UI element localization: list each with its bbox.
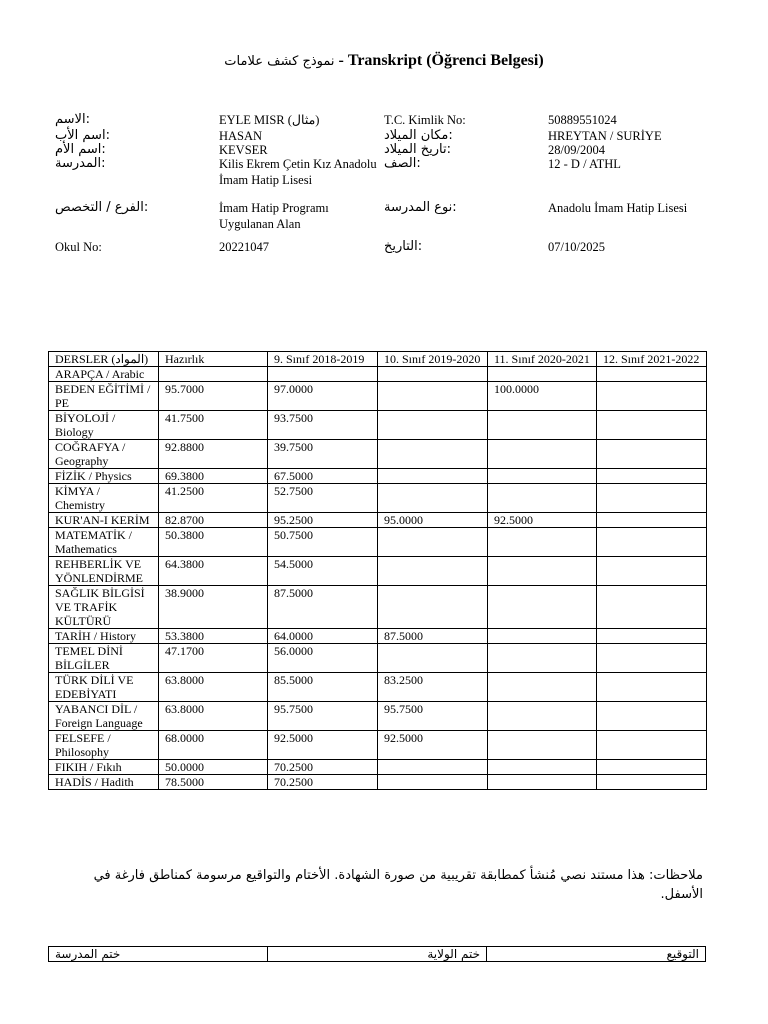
grade-cell bbox=[378, 440, 488, 469]
grade-cell bbox=[378, 411, 488, 440]
grade-cell: 70.2500 bbox=[268, 760, 378, 775]
info-label: T.C. Kimlik No: bbox=[384, 113, 466, 127]
grade-cell bbox=[488, 775, 597, 790]
province-stamp-cell: ختم الولاية bbox=[268, 947, 487, 962]
signature-cell: التوقيع bbox=[487, 947, 706, 962]
grade-cell bbox=[488, 469, 597, 484]
column-header: 11. Sınıf 2020-2021 bbox=[488, 352, 597, 367]
grade-cell: 41.7500 bbox=[159, 411, 268, 440]
grade-cell: 50.7500 bbox=[268, 528, 378, 557]
grade-cell: 87.5000 bbox=[378, 629, 488, 644]
table-row bbox=[49, 629, 707, 644]
table-row bbox=[49, 528, 707, 557]
subject-cell: SAĞLIK BİLGİSİ VE TRAFİK KÜLTÜRÜ bbox=[49, 586, 159, 629]
subject-cell: COĞRAFYA / Geography bbox=[49, 440, 159, 469]
table-row bbox=[49, 760, 707, 775]
subject-cell: MATEMATİK / Mathematics bbox=[49, 528, 159, 557]
info-value: Kilis Ekrem Çetin Kız Anadolu İmam Hatip Lisesi bbox=[219, 157, 377, 187]
grade-cell: 69.3800 bbox=[159, 469, 268, 484]
grade-cell bbox=[597, 586, 707, 629]
grade-cell bbox=[488, 644, 597, 673]
grade-cell bbox=[597, 629, 707, 644]
table-row bbox=[49, 382, 707, 411]
grade-cell bbox=[597, 731, 707, 760]
grade-cell: 50.3800 bbox=[159, 528, 268, 557]
grade-cell: 67.5000 bbox=[268, 469, 378, 484]
grade-cell bbox=[378, 469, 488, 484]
info-label: اسم الأب: bbox=[55, 128, 110, 143]
grade-cell: 64.0000 bbox=[268, 629, 378, 644]
grade-cell bbox=[597, 484, 707, 513]
grade-cell bbox=[597, 557, 707, 586]
subject-cell: FELSEFE / Philosophy bbox=[49, 731, 159, 760]
grade-cell bbox=[597, 760, 707, 775]
grade-cell bbox=[597, 440, 707, 469]
grades-table bbox=[48, 351, 707, 790]
subject-cell: KUR'AN-I KERİM bbox=[49, 513, 159, 528]
grade-cell: 93.7500 bbox=[268, 411, 378, 440]
grade-cell bbox=[597, 367, 707, 382]
table-row bbox=[49, 440, 707, 469]
grades-table-body bbox=[49, 367, 707, 790]
info-label: التاريخ: bbox=[384, 239, 423, 254]
grade-cell: 78.5000 bbox=[159, 775, 268, 790]
info-value: HASAN bbox=[219, 129, 263, 143]
grade-cell bbox=[488, 440, 597, 469]
subject-cell: YABANCI DİL / Foreign Language bbox=[49, 702, 159, 731]
info-label: نوع المدرسة: bbox=[384, 200, 457, 215]
table-row bbox=[49, 586, 707, 629]
grade-cell: 53.3800 bbox=[159, 629, 268, 644]
grade-cell: 41.2500 bbox=[159, 484, 268, 513]
subject-cell: FİZİK / Physics bbox=[49, 469, 159, 484]
grade-cell bbox=[378, 382, 488, 411]
grade-cell bbox=[488, 528, 597, 557]
grade-cell: 47.1700 bbox=[159, 644, 268, 673]
grade-cell: 95.7000 bbox=[159, 382, 268, 411]
subject-cell: KİMYA / Chemistry bbox=[49, 484, 159, 513]
table-row bbox=[49, 484, 707, 513]
grade-cell bbox=[597, 411, 707, 440]
grade-cell bbox=[488, 760, 597, 775]
grade-cell: 64.3800 bbox=[159, 557, 268, 586]
grade-cell: 68.0000 bbox=[159, 731, 268, 760]
document-title bbox=[0, 52, 768, 70]
column-header: DERSLER (المواد) bbox=[49, 352, 159, 367]
table-row bbox=[49, 673, 707, 702]
info-value: 20221047 bbox=[219, 240, 269, 254]
grade-cell bbox=[597, 382, 707, 411]
grade-cell bbox=[488, 411, 597, 440]
info-label: مكان الميلاد: bbox=[384, 128, 453, 143]
subject-cell: FIKIH / Fıkıh bbox=[49, 760, 159, 775]
grade-cell bbox=[488, 586, 597, 629]
subject-cell: TEMEL DİNİ BİLGİLER bbox=[49, 644, 159, 673]
grade-cell bbox=[597, 528, 707, 557]
table-row bbox=[49, 367, 707, 382]
grade-cell bbox=[597, 644, 707, 673]
subject-cell: ARAPÇA / Arabic bbox=[49, 367, 159, 382]
grade-cell bbox=[597, 673, 707, 702]
grade-cell: 63.8000 bbox=[159, 702, 268, 731]
grade-cell: 50.0000 bbox=[159, 760, 268, 775]
grade-cell: 95.2500 bbox=[268, 513, 378, 528]
title-separator: - bbox=[334, 52, 348, 69]
grade-cell bbox=[488, 629, 597, 644]
column-header: Hazırlık bbox=[159, 352, 268, 367]
info-value: 28/09/2004 bbox=[548, 143, 605, 157]
notes-text: ملاحظات: هذا مستند نصي مُنشأ كمطابقة تقريبية من صورة الشهادة. الأختام والتواقيع مرسومة كمناطق فارغة في الأسفل. bbox=[93, 868, 703, 902]
grade-cell bbox=[378, 644, 488, 673]
info-value: Anadolu İmam Hatip Lisesi bbox=[548, 201, 688, 215]
table-row bbox=[49, 557, 707, 586]
grade-cell: 54.5000 bbox=[268, 557, 378, 586]
grade-cell: 39.7500 bbox=[268, 440, 378, 469]
grade-cell: 85.5000 bbox=[268, 673, 378, 702]
table-row bbox=[49, 411, 707, 440]
info-label: الاسم: bbox=[55, 112, 90, 127]
info-label: الفرع / التخصص: bbox=[55, 200, 149, 215]
table-row bbox=[49, 644, 707, 673]
grade-cell: 92.8800 bbox=[159, 440, 268, 469]
grade-cell bbox=[268, 367, 378, 382]
subject-cell: BİYOLOJİ / Biology bbox=[49, 411, 159, 440]
grade-cell: 92.5000 bbox=[488, 513, 597, 528]
grade-cell bbox=[597, 513, 707, 528]
grade-cell: 95.7500 bbox=[378, 702, 488, 731]
grade-cell bbox=[378, 586, 488, 629]
signature-row bbox=[49, 947, 706, 962]
grade-cell bbox=[159, 367, 268, 382]
grade-cell bbox=[597, 775, 707, 790]
info-value: 12 - D / ATHL bbox=[548, 157, 621, 171]
grade-cell: 97.0000 bbox=[268, 382, 378, 411]
grade-cell bbox=[378, 557, 488, 586]
grade-cell bbox=[488, 731, 597, 760]
grade-cell bbox=[597, 469, 707, 484]
table-row bbox=[49, 702, 707, 731]
column-header: 12. Sınıf 2021-2022 bbox=[597, 352, 707, 367]
info-value: EYLE MISR (مثال) bbox=[219, 113, 320, 127]
grade-cell bbox=[378, 367, 488, 382]
grade-cell bbox=[488, 557, 597, 586]
column-header: 9. Sınıf 2018-2019 bbox=[268, 352, 378, 367]
subject-cell: HADİS / Hadith bbox=[49, 775, 159, 790]
info-label: المدرسة: bbox=[55, 156, 106, 171]
grade-cell: 83.2500 bbox=[378, 673, 488, 702]
grades-table-header bbox=[49, 352, 707, 367]
grade-cell bbox=[488, 367, 597, 382]
grade-cell: 100.0000 bbox=[488, 382, 597, 411]
subject-cell: TÜRK DİLİ VE EDEBİYATI bbox=[49, 673, 159, 702]
info-label: Okul No: bbox=[55, 240, 102, 254]
grade-cell: 38.9000 bbox=[159, 586, 268, 629]
grade-cell bbox=[488, 702, 597, 731]
table-row bbox=[49, 775, 707, 790]
table-row bbox=[49, 469, 707, 484]
column-header: 10. Sınıf 2019-2020 bbox=[378, 352, 488, 367]
grade-cell: 56.0000 bbox=[268, 644, 378, 673]
grade-cell: 92.5000 bbox=[268, 731, 378, 760]
signature-table bbox=[48, 946, 706, 962]
info-label: الصف: bbox=[384, 156, 421, 171]
subject-cell: BEDEN EĞİTİMİ / PE bbox=[49, 382, 159, 411]
info-value: HREYTAN / SURİYE bbox=[548, 129, 662, 143]
grade-cell: 82.8700 bbox=[159, 513, 268, 528]
grade-cell: 63.8000 bbox=[159, 673, 268, 702]
subject-cell: REHBERLİK VE YÖNLENDİRME bbox=[49, 557, 159, 586]
grade-cell bbox=[378, 760, 488, 775]
grade-cell: 95.7500 bbox=[268, 702, 378, 731]
info-value: 07/10/2025 bbox=[548, 240, 605, 254]
grade-cell bbox=[597, 702, 707, 731]
grade-cell: 87.5000 bbox=[268, 586, 378, 629]
header-row bbox=[49, 352, 707, 367]
grade-cell: 92.5000 bbox=[378, 731, 488, 760]
table-row bbox=[49, 513, 707, 528]
info-value: KEVSER bbox=[219, 143, 268, 157]
title-arabic: نموذج كشف علامات bbox=[224, 54, 335, 69]
info-label: اسم الأم: bbox=[55, 142, 106, 157]
grade-cell bbox=[488, 484, 597, 513]
grade-cell bbox=[488, 673, 597, 702]
info-label: تاريخ الميلاد: bbox=[384, 142, 451, 157]
title-main: Transkript (Öğrenci Belgesi) bbox=[347, 52, 544, 69]
grade-cell bbox=[378, 775, 488, 790]
school-stamp-cell: ختم المدرسة bbox=[49, 947, 268, 962]
grade-cell: 52.7500 bbox=[268, 484, 378, 513]
info-value: İmam Hatip Programı Uygulanan Alan bbox=[219, 201, 329, 231]
grade-cell: 95.0000 bbox=[378, 513, 488, 528]
grade-cell: 70.2500 bbox=[268, 775, 378, 790]
table-row bbox=[49, 731, 707, 760]
subject-cell: TARİH / History bbox=[49, 629, 159, 644]
grade-cell bbox=[378, 484, 488, 513]
grade-cell bbox=[378, 528, 488, 557]
info-value: 50889551024 bbox=[548, 113, 617, 127]
